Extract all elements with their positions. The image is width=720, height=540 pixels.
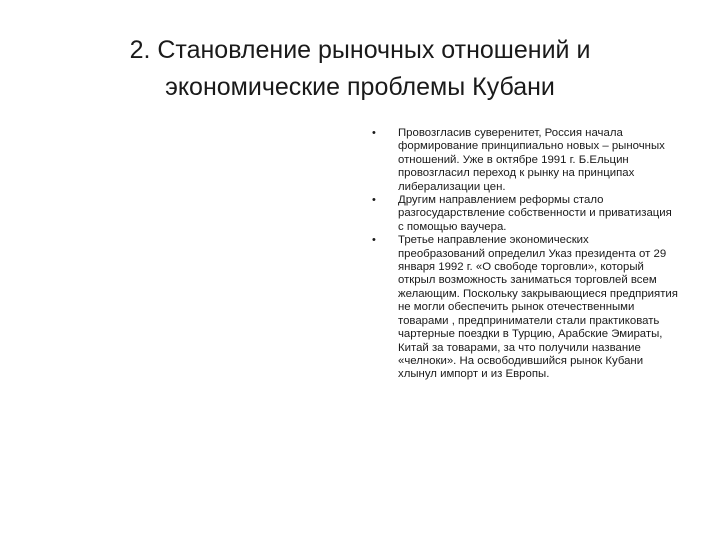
slide-title xyxy=(60,32,660,106)
bullet-item-2 xyxy=(368,194,678,234)
bullet-item-1 xyxy=(368,127,678,194)
bullet-text-1: Провозгласив суверенитет, Россия начала формирование принципиально новых – рыночных отношений. Уже в октябре 1991 г. Б.Ельцин провозгласил переход к рынку на принципах либерализации цен. xyxy=(398,127,665,193)
bullet-text-2: Другим направлением реформы стало разгосударствление собственности и приватизация с помощью ваучера. xyxy=(398,194,672,233)
bullet-list xyxy=(368,127,678,382)
bullet-text-3: Третье направление экономических преобразований определил Указ президента от 29 января 1992 г. «О свободе торговли», который открыл возможность заниматься торговлей всем желающим. Поскольку закрывающиеся предприятия не могли обеспечить рынок отечественными товарами , предприниматели стали практиковать чартерные поездки в Турцию, Арабские Эмираты, Китай за товарами, за что получили название «челноки». На освободившийся рынок Кубани хлынул импорт и из Европы. xyxy=(398,234,678,381)
bullet-marker: • xyxy=(372,234,376,247)
slide-title-line-2: экономические проблемы Кубани xyxy=(165,73,555,101)
bullet-item-3 xyxy=(368,234,678,381)
bullet-marker: • xyxy=(372,127,376,139)
bullet-marker: • xyxy=(372,194,376,207)
slide-title-line-1: 2. Становление рыночных отношений и xyxy=(129,36,591,64)
